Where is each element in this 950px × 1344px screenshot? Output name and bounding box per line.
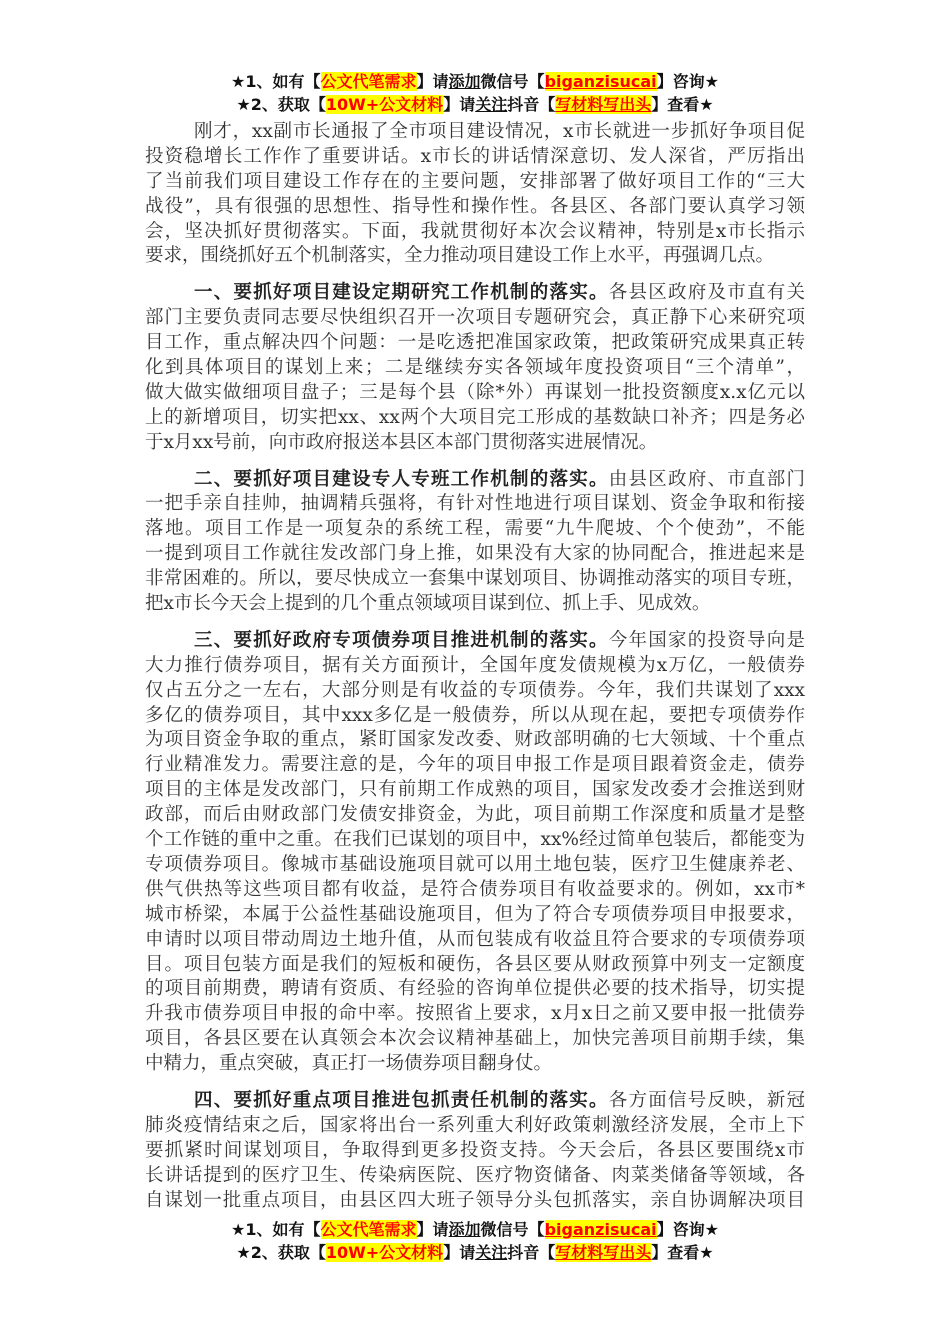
text-line	[145, 356, 805, 381]
body-text: 一把手亲自挂帅，抽调精兵强将，有针对性地进行项目谋划、资金争取和衔接	[145, 493, 805, 515]
body-text: 项目，各县区要在认真领会本次会议精神基础上，加快完善项目前期手续，集	[145, 1028, 805, 1050]
text-line	[145, 903, 805, 928]
banner-text: 抖音【	[507, 95, 556, 114]
text-line	[145, 468, 805, 493]
text-line	[145, 281, 805, 306]
text-line	[145, 592, 805, 617]
body-text: 仅占五分之一左右，大部分则是有收益的专项债券。今年，我们共谋划了xxx	[145, 679, 805, 701]
banner-text: 微信号【	[480, 72, 545, 91]
text-line	[145, 629, 805, 654]
body-text: 一提到项目工作就往发改部门身上推，如果没有大家的协同配合，推进起来是	[145, 543, 805, 565]
body-text: 于x月xx号前，向市政府报送本县区本部门贯彻落实进展情况。	[145, 431, 658, 453]
body-text: 自谋划一批重点项目，由县区四大班子领导分头包抓落实，亲自协调解决项目	[145, 1189, 805, 1211]
banner-text: 】查看★	[651, 1243, 714, 1262]
paragraph	[145, 120, 805, 269]
underlined-text: 关注	[475, 1243, 508, 1262]
body-text: 战役”，具有很强的思想性、指导性和操作性。各县区、各部门要认真学习领	[145, 195, 805, 217]
body-text: 各方面信号反映，新冠	[608, 1089, 805, 1111]
text-line	[145, 1189, 805, 1214]
body-text: 肺炎疫情结束之后，国家将出台一系列重大利好政策刺激经济发展，全市上下	[145, 1114, 805, 1136]
promo-banner-top-line2	[0, 94, 950, 116]
body-text: 目工作，重点解决四个问题：一是吃透把准国家政策，把政策研究成果真正转	[145, 332, 805, 354]
body-text: 上的新增项目，切实把xx、xx两个大项目完工形成的基数缺口补齐；四是务必	[145, 406, 805, 428]
banner-text: 微信号【	[480, 1220, 545, 1239]
body-text: 为项目资金争取的重点，紧盯国家发改委、财政部明确的七大领域、十个重点	[145, 729, 805, 751]
text-line	[145, 517, 805, 542]
body-text: 专项债券项目。像城市基础设施项目就可以用土地包装，医疗卫生健康养老、	[145, 853, 805, 875]
body-text: 城市桥梁，本属于公益性基础设施项目，但为了符合专项债券项目申报要求，	[145, 903, 805, 925]
body-text: 各县区政府及市直有关	[608, 282, 805, 304]
body-text: 多亿的债券项目，其中xxx多亿是一般债券，所以从现在起，要把专项债券作	[145, 704, 805, 726]
highlight-text: 公文代笔需求	[320, 72, 417, 91]
wechat-id: biganzisucai	[544, 1220, 657, 1239]
text-line	[145, 828, 805, 853]
body-text: 长讲话提到的医疗卫生、传染病医院、医疗物资储备、肉菜类储备等领域，各	[145, 1164, 805, 1186]
text-line	[145, 704, 805, 729]
text-line	[145, 492, 805, 517]
body-text: 做大做实做细项目盘子；三是每个县（除*外）再谋划一批投资额度x.x亿元以	[145, 381, 805, 403]
banner-text: 】咨询★	[656, 1220, 719, 1239]
text-line	[145, 244, 805, 269]
douyin-account: 写材料写出头	[555, 1243, 652, 1262]
highlight-text: 公文代笔需求	[320, 1220, 417, 1239]
body-text: 目。项目包装方面是我们的短板和硬伤，各县区要从财政预算中列支一定额度	[145, 953, 805, 975]
text-line	[145, 195, 805, 220]
banner-text: ★2、获取【	[236, 95, 326, 114]
banner-text: 】请	[443, 95, 476, 114]
paragraph	[145, 629, 805, 1077]
banner-text: 抖音【	[507, 1243, 556, 1262]
text-line	[145, 679, 805, 704]
body-text: 今年国家的投资导向是	[608, 629, 805, 651]
body-text: 行业精准发力。需要注意的是，今年的项目申报工作是项目跟着资金走，债券	[145, 754, 805, 776]
body-text: 会，坚决抓好贯彻落实。下面，我就贯彻好本次会议精神，特别是x市长指示	[145, 220, 805, 242]
text-line	[145, 803, 805, 828]
text-line	[145, 381, 805, 406]
text-line	[145, 306, 805, 331]
body-text: 的项目前期费，聘请有资质、有经验的咨询单位提供必要的技术指导，切实提	[145, 978, 805, 1000]
body-text: 大力推行债券项目，据有关方面预计，全国年度发债规模为x万亿，一般债券	[145, 654, 805, 676]
banner-text: 】请	[416, 72, 449, 91]
text-line	[145, 778, 805, 803]
body-text: 刚才，xx副市长通报了全市项目建设情况，x市长就进一步抓好争项目促	[194, 121, 805, 142]
body-text: 非常困难的。所以，要尽快成立一套集中谋划项目、协调推动落实的项目专班，	[145, 568, 805, 590]
body-text: 落地。项目工作是一项复杂的系统工程，需要“九牛爬坡、个个使劲”，不能	[145, 518, 805, 540]
body-text: 供气供热等这些项目都有收益，是符合债券项目有收益要求的。例如，xx市*	[145, 878, 805, 900]
text-line	[145, 145, 805, 170]
text-line	[145, 567, 805, 592]
banner-text: 】请	[443, 1243, 476, 1262]
promo-banner-bottom-line1	[0, 1219, 950, 1241]
banner-text: ★1、如有【	[231, 72, 321, 91]
douyin-account: 写材料写出头	[555, 95, 652, 114]
banner-text: ★1、如有【	[231, 1220, 321, 1239]
text-line	[145, 431, 805, 456]
text-line	[145, 1114, 805, 1139]
promo-banner-bottom-line2	[0, 1242, 950, 1264]
text-line	[145, 1139, 805, 1164]
section-heading: 一、要抓好项目建设定期研究工作机制的落实。	[194, 282, 609, 304]
underlined-text: 添加	[448, 1220, 481, 1239]
body-text: 要抓紧时间谋划项目，争取得到更多投资支持。今天会后，各县区要围绕x市	[145, 1139, 805, 1161]
text-line	[145, 728, 805, 753]
promo-banner-top-line1	[0, 71, 950, 93]
highlight-text: 10W+公文材料	[325, 1243, 444, 1262]
text-line	[145, 753, 805, 778]
text-line	[145, 853, 805, 878]
body-text: 要求，围绕抓好五个机制落实，全力推动项目建设工作上水平，再强调几点。	[145, 245, 775, 267]
body-text: 了当前我们项目建设工作存在的主要问题，安排部署了做好项目工作的“三大	[145, 170, 805, 192]
section-heading: 二、要抓好项目建设专人专班工作机制的落实。	[194, 468, 609, 490]
underlined-text: 关注	[475, 95, 508, 114]
body-text: 化到具体项目的谋划上来；二是继续夯实各领域年度投资项目“三个清单”，	[145, 357, 805, 379]
body-text: 部门主要负责同志要尽快组织召开一次项目专题研究会，真正静下心来研究项	[145, 307, 805, 329]
body-text: 个工作链的重中之重。在我们已谋划的项目中，xx%经过简单包装后，都能变为	[145, 829, 805, 851]
text-line	[145, 953, 805, 978]
section-heading: 四、要抓好重点项目推进包抓责任机制的落实。	[194, 1089, 609, 1111]
text-line	[145, 1027, 805, 1052]
body-text: 升我市债券项目申报的命中率。按照省上要求，x月x日之前又要申报一批债券	[145, 1003, 805, 1025]
text-line	[145, 331, 805, 356]
text-line	[145, 170, 805, 195]
underlined-text: 添加	[448, 72, 481, 91]
banner-text: ★2、获取【	[236, 1243, 326, 1262]
banner-text: 】查看★	[651, 95, 714, 114]
highlight-text: 10W+公文材料	[325, 95, 444, 114]
wechat-id: biganzisucai	[544, 72, 657, 91]
text-line	[145, 1164, 805, 1189]
text-line	[145, 977, 805, 1002]
text-line	[145, 1052, 805, 1077]
text-line	[145, 220, 805, 245]
body-text: 由县区政府、市直部门	[608, 468, 805, 490]
text-line	[145, 654, 805, 679]
text-line	[145, 406, 805, 431]
body-text: 项目的主体是发改部门，只有前期工作成熟的项目，国家发改委才会推送到财	[145, 779, 805, 801]
banner-text: 】咨询★	[656, 72, 719, 91]
text-line	[145, 928, 805, 953]
body-text: 中精力，重点突破，真正打一场债券项目翻身仗。	[145, 1053, 553, 1075]
text-line	[145, 1002, 805, 1027]
text-line	[145, 120, 805, 145]
body-text: 申请时以项目带动周边土地升值，从而包装成有收益且符合要求的专项债券项	[145, 928, 805, 950]
paragraph	[145, 1089, 805, 1213]
paragraph	[145, 468, 805, 617]
text-line	[145, 878, 805, 903]
document-body	[145, 120, 805, 1225]
text-line	[145, 542, 805, 567]
paragraph	[145, 281, 805, 455]
banner-text: 】请	[416, 1220, 449, 1239]
body-text: 投资稳增长工作作了重要讲话。x市长的讲话情深意切、发人深省，严厉指出	[145, 145, 805, 167]
text-line	[145, 1089, 805, 1114]
section-heading: 三、要抓好政府专项债券项目推进机制的落实。	[194, 629, 609, 651]
body-text: 政部，而后由财政部门发债安排资金，为此，项目前期工作深度和质量才是整	[145, 804, 805, 826]
body-text: 把x市长今天会上提到的几个重点领域项目谋到位、抓上手、见成效。	[145, 593, 711, 615]
